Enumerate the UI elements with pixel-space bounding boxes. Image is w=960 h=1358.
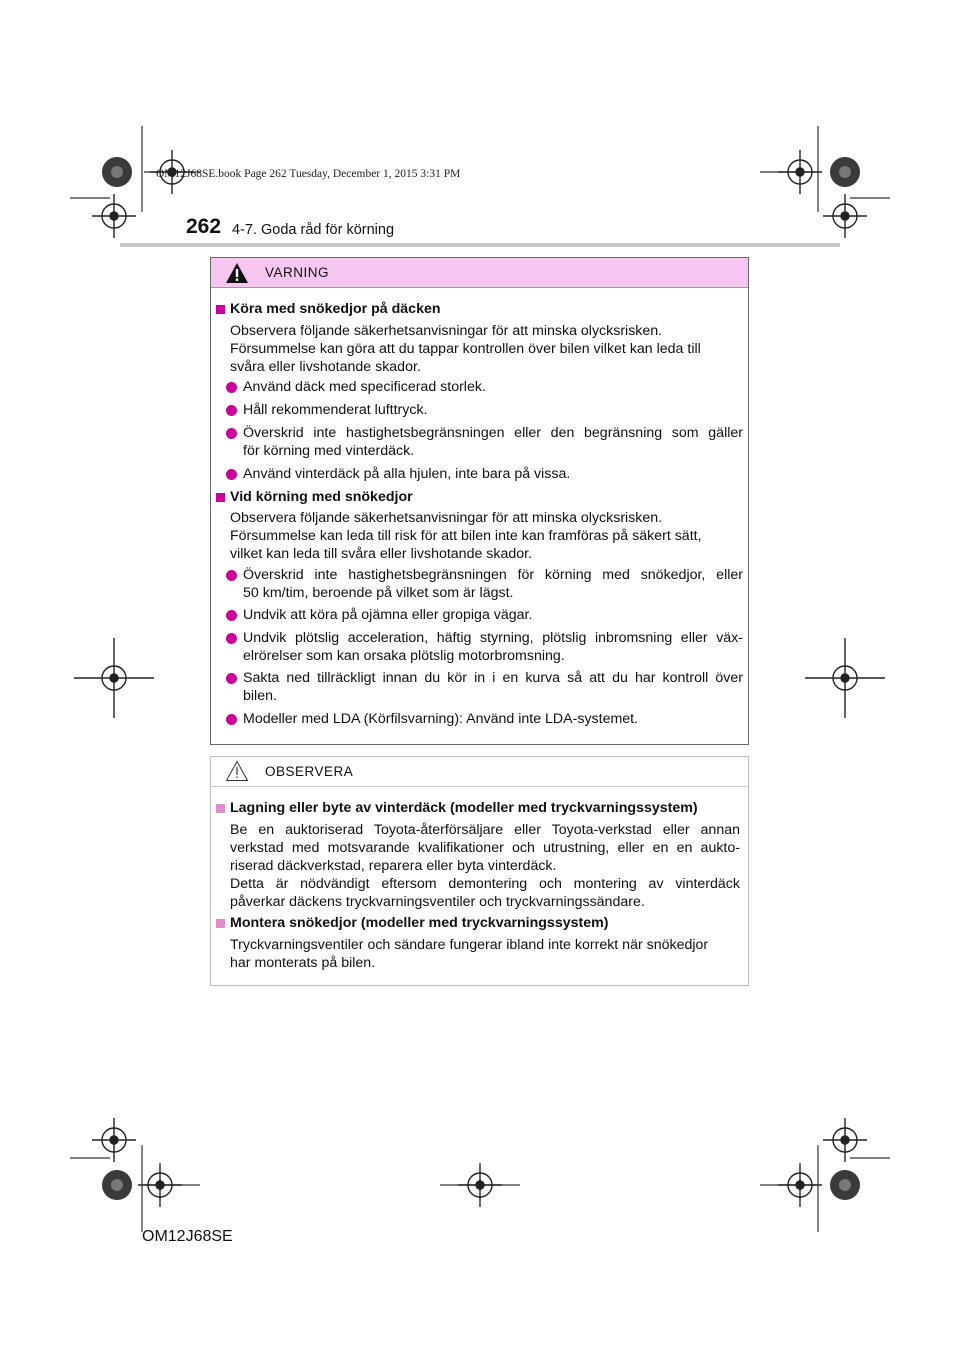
warning-text: Observera följande säkerhetsanvisningar för att minska olycksrisken. <box>230 323 663 339</box>
bullet-text: Överskrid inte hastighetsbegränsningen för körning med snökedjor, eller <box>243 567 743 583</box>
notice-header <box>211 757 748 787</box>
notice-box <box>210 756 749 986</box>
page-number: 262 <box>186 215 222 238</box>
bullet-dot <box>226 469 237 480</box>
notice-text: Be en auktoriserad Toyota-återförsäljare eller Toyota-verkstad eller annan <box>230 822 740 838</box>
bullet-text: Sakta ned tillräckligt innan du kör in i en kurva så att du har kontroll över <box>243 670 743 686</box>
bullet-dot <box>226 428 237 439</box>
bullet-text: Undvik plötslig acceleration, häftig styrning, plötslig inbromsning eller väx- <box>243 630 743 646</box>
section-marker <box>216 919 225 928</box>
bullet-text: Använd däck med specificerad storlek. <box>243 379 486 395</box>
notice-text: har monterats på bilen. <box>230 955 376 971</box>
bullet-dot <box>226 633 237 644</box>
notice-text: Tryckvarningsventiler och sändare fungerar ibland inte korrekt när snökedjor <box>230 937 709 953</box>
section-title: 4-7. Goda råd för körning <box>232 222 395 238</box>
book-stamp: OM12J68SE.book Page 262 Tuesday, December 1, 2015 3:31 PM <box>156 168 461 180</box>
warning-box <box>210 257 749 745</box>
warning-heading-1: Köra med snökedjor på däcken <box>230 301 441 317</box>
bullet-dot <box>226 570 237 581</box>
warning-text: vilket kan leda till svåra eller livshotande skador. <box>230 546 533 562</box>
bullet-dot <box>226 610 237 621</box>
warning-text: Observera följande säkerhetsanvisningar för att minska olycksrisken. <box>230 510 663 526</box>
bullet-text: Undvik att köra på ojämna eller gropiga vägar. <box>243 607 533 623</box>
notice-heading-1: Lagning eller byte av vinterdäck (modeller med tryckvarningssystem) <box>230 800 698 816</box>
bullet-text: Modeller med LDA (Körfilsvarning): Använd inte LDA-systemet. <box>243 711 639 727</box>
bullet-text: 50 km/tim, beroende på vilket som är lägst. <box>243 585 514 601</box>
bullet-dot <box>226 405 237 416</box>
warning-triangle-icon <box>225 262 249 284</box>
section-marker <box>216 493 225 502</box>
section-marker <box>216 305 225 314</box>
notice-text: riserad däckverkstad, reparera eller byta vinterdäck. <box>230 858 557 874</box>
notice-text: påverkar däckens tryckvarningsventiler och tryckvarningssändare. <box>230 894 645 910</box>
notice-label: OBSERVERA <box>265 764 354 779</box>
warning-header <box>211 258 748 288</box>
warning-label: VARNING <box>265 265 330 280</box>
bullet-text: elrörelser som kan orsaka plötslig motorbromsning. <box>243 648 565 664</box>
bullet-text: Överskrid inte hastighetsbegränsningen eller den begränsning som gäller <box>243 425 743 441</box>
warning-text: svåra eller livshotande skador. <box>230 359 421 375</box>
warning-heading-2: Vid körning med snökedjor <box>230 489 413 505</box>
bullet-dot <box>226 673 237 684</box>
notice-text: verkstad med motsvarande kvalifikationer och utrustning, eller en en aukto- <box>230 840 740 856</box>
notice-heading-2: Montera snökedjor (modeller med tryckvarningssystem) <box>230 915 609 931</box>
bullet-dot <box>226 714 237 725</box>
warning-text: Försummelse kan göra att du tappar kontrollen över bilen vilket kan leda till <box>230 341 701 357</box>
bullet-text: bilen. <box>243 688 277 704</box>
bullet-text: Använd vinterdäck på alla hjulen, inte bara på vissa. <box>243 466 571 482</box>
footer-code: OM12J68SE <box>142 1228 233 1245</box>
warning-text: Försummelse kan leda till risk för att bilen inte kan framföras på säkert sätt, <box>230 528 702 544</box>
bullet-text: för körning med vinterdäck. <box>243 443 415 459</box>
section-marker <box>216 804 225 813</box>
header-rule <box>120 243 840 247</box>
notice-text: Detta är nödvändigt eftersom demontering och montering av vinterdäck <box>230 876 740 892</box>
caution-triangle-icon <box>225 760 249 782</box>
bullet-text: Håll rekommenderat lufttryck. <box>243 402 428 418</box>
bullet-dot <box>226 382 237 393</box>
